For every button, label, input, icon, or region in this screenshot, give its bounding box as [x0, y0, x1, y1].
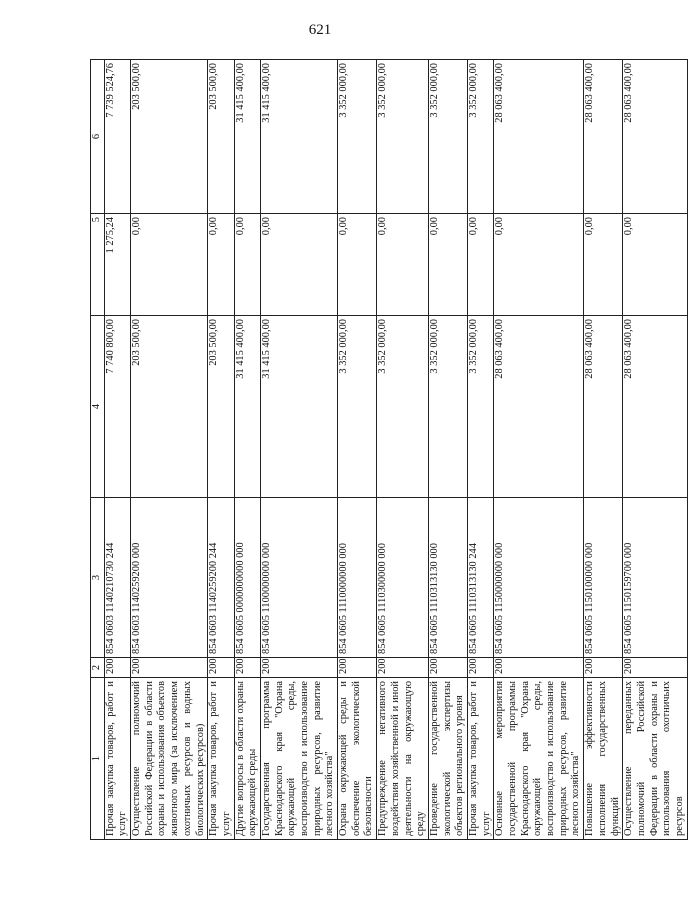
table-row [428, 60, 467, 840]
row-col5: 0,00 [494, 214, 584, 316]
row-col6: 28 063 400,00 [584, 60, 623, 214]
row-col5: 0,00 [260, 214, 337, 316]
row-kbk: 854 0603 1140259200 244 [208, 498, 234, 658]
table-row [623, 60, 687, 840]
row-name: Прочая закупка товаров, работ и услуг [208, 678, 234, 840]
row-kbk: 854 0605 1110313130 000 [428, 498, 467, 658]
row-col6: 203 500,00 [131, 60, 208, 214]
row-kbk: 854 0605 0000000000 000 [234, 498, 260, 658]
row-name: Повышение эффективности исполнения государственных функций [584, 678, 623, 840]
page-number: 621 [308, 22, 332, 38]
table-row [377, 60, 429, 840]
row-kbk: 854 0605 1110000000 000 [338, 498, 377, 658]
row-col4: 203 500,00 [131, 316, 208, 498]
table-row [467, 60, 493, 840]
row-col5: 0,00 [623, 214, 687, 316]
header-cell: 4 [91, 316, 105, 498]
row-col4: 3 352 000,00 [338, 316, 377, 498]
row-code: 200 [377, 658, 429, 678]
row-kbk: 854 0605 1110300000 000 [377, 498, 429, 658]
header-cell: 3 [91, 498, 105, 658]
row-col6: 3 352 000,00 [338, 60, 377, 214]
row-code: 200 [428, 658, 467, 678]
row-name: Проведение государственной экологической экспертизы объектов регионального уровня [428, 678, 467, 840]
row-name: Прочая закупка товаров, работ и услуг [104, 678, 130, 840]
header-cell: 1 [91, 678, 105, 840]
row-col4: 3 352 000,00 [428, 316, 467, 498]
row-col6: 7 739 524,76 [104, 60, 130, 214]
row-col4: 7 740 800,00 [104, 316, 130, 498]
row-col6: 31 415 400,00 [260, 60, 337, 214]
row-name: Другие вопросы в области охраны окружающей среды [234, 678, 260, 840]
rotated-table-area [90, 60, 685, 840]
row-col6: 3 352 000,00 [377, 60, 429, 214]
row-code: 200 [104, 658, 130, 678]
budget-table [90, 59, 688, 840]
table-row [338, 60, 377, 840]
row-kbk: 854 0605 1100000000 000 [260, 498, 337, 658]
row-name: Основные мероприятия государственной программы Краснодарского края "Охрана окружающей среды, воспроизводство и использование природных ресурсов, развитие лесного хозяйства" [494, 678, 584, 840]
row-code: 200 [494, 658, 584, 678]
header-row [91, 60, 105, 840]
row-col6: 31 415 400,00 [234, 60, 260, 214]
row-col5: 0,00 [338, 214, 377, 316]
row-name: Осуществление полномочий Российской Федерации в области охраны и использования объектов животного мира (за исключением охотничьих ресурсов и водных биологических ресурсов) [131, 678, 208, 840]
row-code: 200 [584, 658, 623, 678]
row-col5: 0,00 [428, 214, 467, 316]
row-col4: 31 415 400,00 [260, 316, 337, 498]
row-col5: 0,00 [584, 214, 623, 316]
row-col5: 0,00 [467, 214, 493, 316]
table-row [494, 60, 584, 840]
row-col5: 0,00 [377, 214, 429, 316]
table-row [131, 60, 208, 840]
table-row [208, 60, 234, 840]
row-col6: 3 352 000,00 [428, 60, 467, 214]
row-col4: 203 500,00 [208, 316, 234, 498]
row-col4: 28 063 400,00 [584, 316, 623, 498]
row-code: 200 [623, 658, 687, 678]
row-kbk: 854 0605 1150000000 000 [494, 498, 584, 658]
row-name: Государственная программа Краснодарского края "Охрана окружающей среды, воспроизводство и использование природных ресурсов, развитие лесного хозяйства" [260, 678, 337, 840]
row-code: 200 [260, 658, 337, 678]
table-row [584, 60, 623, 840]
row-col4: 31 415 400,00 [234, 316, 260, 498]
row-col4: 3 352 000,00 [377, 316, 429, 498]
row-code: 200 [131, 658, 208, 678]
row-col4: 3 352 000,00 [467, 316, 493, 498]
row-kbk: 854 0603 1140259200 000 [131, 498, 208, 658]
row-name: Прочая закупка товаров, работ и услуг [467, 678, 493, 840]
row-col5: 1 275,24 [104, 214, 130, 316]
row-col6: 3 352 000,00 [467, 60, 493, 214]
table-row [234, 60, 260, 840]
table-row [260, 60, 337, 840]
row-col6: 203 500,00 [208, 60, 234, 214]
row-kbk: 854 0605 1110313130 244 [467, 498, 493, 658]
row-code: 200 [234, 658, 260, 678]
row-code: 200 [467, 658, 493, 678]
row-name: Осуществление переданных полномочий Российской Федерации в области охраны и использования охотничьих ресурсов [623, 678, 687, 840]
row-col6: 28 063 400,00 [494, 60, 584, 214]
row-col5: 0,00 [208, 214, 234, 316]
row-code: 200 [208, 658, 234, 678]
row-name: Предупреждение негативного воздействия хозяйственной и иной деятельности на окружающую среду [377, 678, 429, 840]
row-col6: 28 063 400,00 [623, 60, 687, 214]
row-kbk: 854 0603 1140210730 244 [104, 498, 130, 658]
row-col5: 0,00 [234, 214, 260, 316]
row-kbk: 854 0605 1150159700 000 [623, 498, 687, 658]
row-col4: 28 063 400,00 [494, 316, 584, 498]
row-name: Охрана окружающей среды и обеспечение экологической безопасности [338, 678, 377, 840]
row-code: 200 [338, 658, 377, 678]
row-kbk: 854 0605 1150100000 000 [584, 498, 623, 658]
table-row [104, 60, 130, 840]
header-cell: 2 [91, 658, 105, 678]
header-cell: 6 [91, 60, 105, 214]
header-cell: 5 [91, 214, 105, 316]
row-col4: 28 063 400,00 [623, 316, 687, 498]
row-col5: 0,00 [131, 214, 208, 316]
